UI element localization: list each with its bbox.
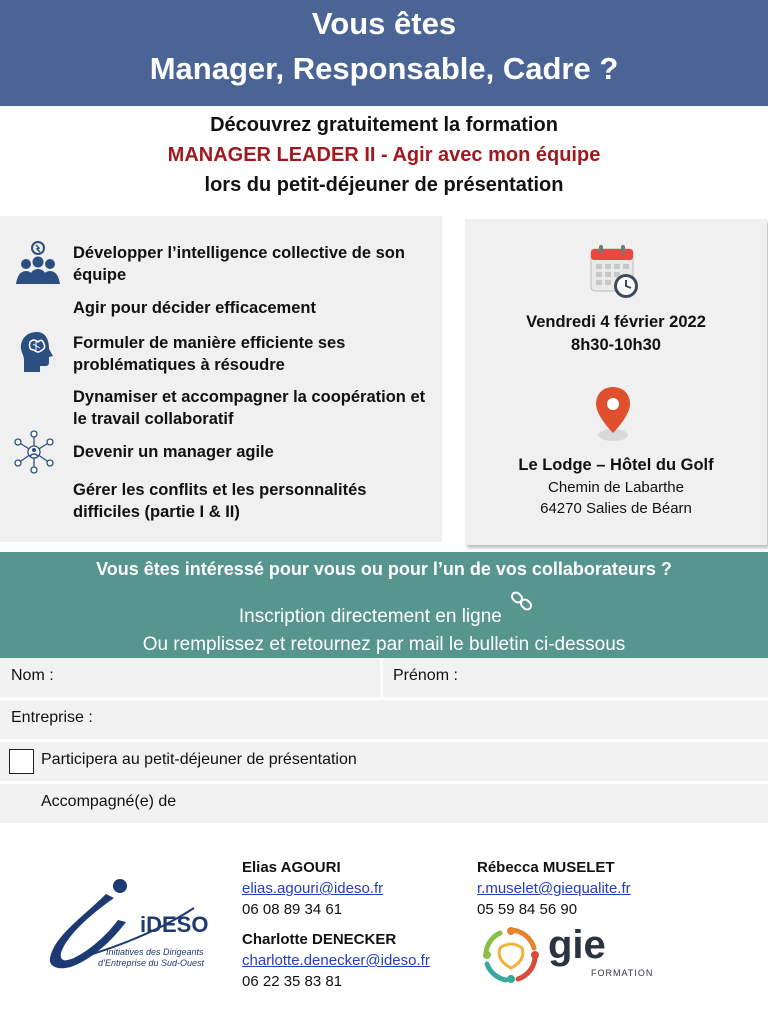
contact-agouri (242, 857, 383, 920)
gie-sub: FORMATION (591, 968, 654, 978)
form-field-prenom[interactable] (383, 658, 768, 697)
contact-email-link[interactable]: charlotte.denecker@ideso.fr (242, 952, 430, 969)
head-brain-icon (18, 330, 56, 374)
cta-banner (0, 552, 768, 658)
ideso-tagline-1: Initiatives des Dirigeants (106, 947, 204, 957)
contact-phone: 05 59 84 56 90 (477, 901, 578, 918)
team-icon (12, 240, 64, 286)
form-field-accompagne[interactable] (0, 784, 768, 823)
contact-name: Elias AGOURI (242, 859, 341, 876)
event-city: 64270 Salies de Béarn (540, 500, 692, 517)
gie-logo (478, 922, 654, 992)
event-panel (465, 219, 767, 545)
cta-question: Vous êtes intéressé pour vous ou pour l’un de vos collaborateurs ? (96, 559, 672, 579)
contact-name: Rébecca MUSELET (477, 859, 615, 876)
event-street: Chemin de Labarthe (548, 479, 684, 496)
contact-denecker (242, 929, 430, 992)
event-venue: Le Lodge – Hôtel du Golf (518, 456, 714, 474)
program-item-2: Agir pour décider efficacement (73, 299, 316, 317)
entreprise-label: Entreprise : (11, 709, 93, 726)
accompagne-label: Accompagné(e) de (41, 793, 177, 810)
link-icon[interactable] (511, 590, 533, 612)
header-title-line2: Manager, Responsable, Cadre ? (149, 51, 619, 86)
header-title-line1: Vous êtes (311, 6, 457, 41)
cta-mail-instruction: Ou remplissez et retournez par mail le bulletin ci-dessous (142, 634, 626, 655)
event-date: Vendredi 4 février 2022 (526, 313, 706, 331)
contact-email-link[interactable]: elias.agouri@ideso.fr (242, 880, 384, 897)
program-item-3: Formuler de manière efficiente ses problématiques à résoudre (73, 334, 346, 374)
contact-phone: 06 22 35 83 81 (242, 973, 343, 990)
contact-muselet (477, 857, 631, 920)
ideso-name: iDESO (140, 912, 209, 937)
form-field-entreprise[interactable] (0, 700, 768, 739)
location-pin-icon (593, 385, 633, 443)
prenom-label: Prénom : (393, 667, 458, 684)
ideso-tagline-2: d’Entreprise du Sud-Ouest (98, 958, 205, 968)
intro-line3: lors du petit-déjeuner de présentation (204, 174, 564, 196)
header-banner (0, 0, 768, 106)
gie-emblem-icon (478, 922, 544, 988)
form-field-nom[interactable] (0, 658, 380, 697)
contact-phone: 06 08 89 34 61 (242, 901, 343, 918)
network-icon (12, 430, 56, 474)
participation-label: Participera au petit-déjeuner de présentation (41, 751, 357, 768)
contact-email-link[interactable]: r.muselet@giequalite.fr (477, 880, 631, 897)
intro-block (0, 110, 768, 200)
form-row-participation (0, 742, 768, 781)
program-item-4: Dynamiser et accompagner la coopération et le travail collaboratif (73, 388, 426, 428)
participation-checkbox[interactable] (9, 749, 34, 774)
intro-line1: Découvrez gratuitement la formation (210, 114, 558, 136)
calendar-icon (589, 243, 641, 301)
online-registration-link[interactable]: Inscription directement en ligne (238, 606, 502, 627)
gie-name: gie (548, 923, 606, 967)
training-title: MANAGER LEADER II - Agir avec mon équipe (167, 144, 601, 166)
contact-name: Charlotte DENECKER (242, 931, 397, 948)
program-item-6: Gérer les conflits et les personnalités difficiles (partie I & II) (73, 481, 367, 521)
nom-label: Nom : (11, 667, 54, 684)
ideso-logo (44, 876, 224, 976)
event-time: 8h30-10h30 (571, 336, 661, 354)
program-item-5: Devenir un manager agile (73, 443, 274, 461)
program-item-1: Développer l’intelligence collective de son équipe (73, 244, 405, 284)
